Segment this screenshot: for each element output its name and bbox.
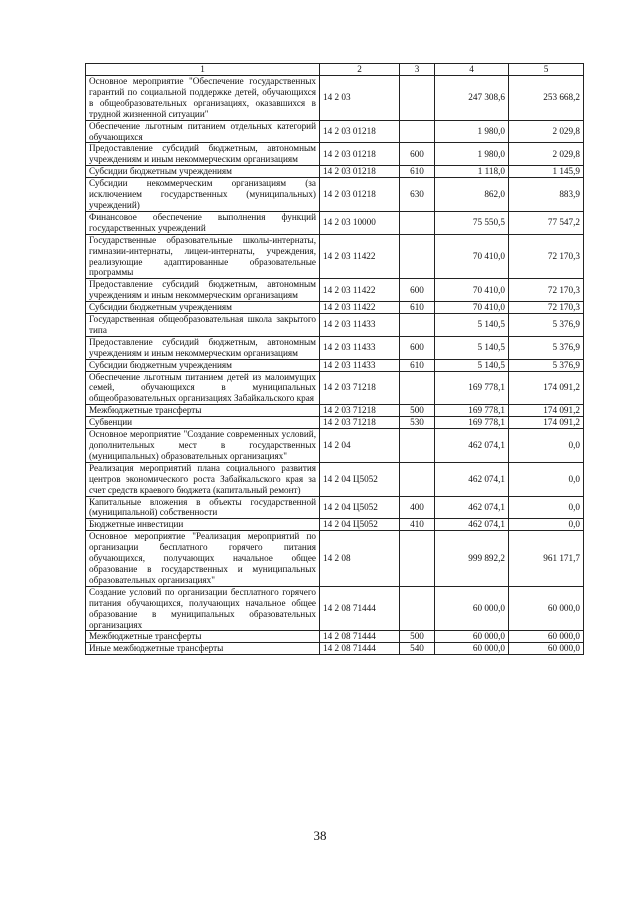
row-value-year-1: 1 980,0 [435,120,509,143]
table-row [86,336,584,359]
row-code: 14 2 03 11433 [320,314,400,337]
row-value-year-1: 60 000,0 [435,643,509,655]
row-name: Основное мероприятие "Обеспечение государственных гарантий по социальной поддержке детей, обучающихся в общеобразовательных организациях, оказавшихся в трудной жизненной ситуации" [86,76,320,121]
row-name: Иные межбюджетные трансферты [86,643,320,655]
row-value-year-2: 5 376,9 [509,314,584,337]
row-name: Бюджетные инвестиции [86,519,320,531]
row-expense-type [400,314,435,337]
table-row [86,166,584,178]
row-name: Государственные образовательные школы-интернаты, гимназии-интернаты, лицеи-интернаты, учреждения, реализующие адаптированные образовательные программы [86,234,320,279]
row-value-year-1: 5 140,5 [435,359,509,371]
row-value-year-1: 169 778,1 [435,371,509,405]
row-name: Создание условий по организации бесплатного горячего питания обучающихся, получающих начальное общее образование в муниципальных образовательных организациях [86,586,320,631]
row-value-year-2: 1 145,9 [509,166,584,178]
table-row [86,519,584,531]
row-value-year-1: 462 074,1 [435,519,509,531]
row-expense-type [400,120,435,143]
row-name: Предоставление субсидий бюджетным, автономным учреждениям и иным некоммерческим организациям [86,143,320,166]
row-code: 14 2 03 [320,76,400,121]
row-value-year-1: 462 074,1 [435,462,509,496]
row-code: 14 2 03 01218 [320,166,400,178]
row-value-year-1: 247 308,6 [435,76,509,121]
table-row [86,302,584,314]
row-value-year-2: 0,0 [509,429,584,463]
row-expense-type: 500 [400,631,435,643]
row-expense-type [400,76,435,121]
header-row [86,64,584,76]
row-name: Субсидии бюджетным учреждениям [86,166,320,178]
row-value-year-1: 70 410,0 [435,234,509,279]
table-row [86,211,584,234]
row-value-year-1: 1 118,0 [435,166,509,178]
table-row [86,429,584,463]
row-value-year-1: 169 778,1 [435,417,509,429]
row-code: 14 2 03 11422 [320,279,400,302]
row-name: Капитальные вложения в объекты государственной (муниципальной) собственности [86,496,320,519]
row-expense-type: 600 [400,336,435,359]
row-value-year-2: 72 170,3 [509,302,584,314]
header-col-5: 5 [509,64,584,76]
row-value-year-2: 60 000,0 [509,586,584,631]
table-row [86,314,584,337]
table-row [86,279,584,302]
row-code: 14 2 03 71218 [320,417,400,429]
row-value-year-1: 5 140,5 [435,314,509,337]
row-name: Субсидии бюджетным учреждениям [86,359,320,371]
row-name: Основное мероприятие "Реализация мероприятий по организации бесплатного горячего питания обучающихся, получающих начальное общее образование в государственных и муниципальных образовательных организациях" [86,531,320,587]
row-expense-type [400,531,435,587]
row-code: 14 2 03 71218 [320,405,400,417]
table-row [86,462,584,496]
table-row [86,417,584,429]
row-value-year-2: 5 376,9 [509,336,584,359]
row-code: 14 2 03 01218 [320,120,400,143]
row-code: 14 2 03 01218 [320,178,400,212]
table-row [86,178,584,212]
row-expense-type: 410 [400,519,435,531]
row-expense-type: 610 [400,166,435,178]
row-code: 14 2 04 Ц5052 [320,462,400,496]
budget-table [85,63,584,655]
row-code: 14 2 03 11433 [320,359,400,371]
row-value-year-2: 2 029,8 [509,120,584,143]
row-code: 14 2 03 10000 [320,211,400,234]
row-value-year-2: 0,0 [509,496,584,519]
row-value-year-1: 1 980,0 [435,143,509,166]
row-value-year-2: 253 668,2 [509,76,584,121]
row-expense-type: 610 [400,302,435,314]
row-expense-type [400,211,435,234]
row-value-year-2: 174 091,2 [509,371,584,405]
row-expense-type [400,586,435,631]
row-value-year-2: 72 170,3 [509,234,584,279]
row-value-year-2: 0,0 [509,462,584,496]
row-expense-type: 530 [400,417,435,429]
row-value-year-2: 174 091,2 [509,405,584,417]
table-row [86,531,584,587]
row-value-year-1: 999 892,2 [435,531,509,587]
row-expense-type: 500 [400,405,435,417]
table-row [86,143,584,166]
row-value-year-2: 77 547,2 [509,211,584,234]
row-value-year-1: 70 410,0 [435,279,509,302]
table-row [86,371,584,405]
row-expense-type: 540 [400,643,435,655]
table-body [86,76,584,655]
row-value-year-1: 462 074,1 [435,496,509,519]
row-expense-type [400,429,435,463]
table-row [86,405,584,417]
row-value-year-1: 5 140,5 [435,336,509,359]
row-name: Межбюджетные трансферты [86,631,320,643]
row-code: 14 2 08 71444 [320,586,400,631]
row-code: 14 2 08 71444 [320,643,400,655]
table-row [86,496,584,519]
row-value-year-1: 60 000,0 [435,631,509,643]
row-value-year-1: 75 550,5 [435,211,509,234]
table-row [86,631,584,643]
row-value-year-2: 961 171,7 [509,531,584,587]
row-code: 14 2 03 11422 [320,234,400,279]
row-name: Основное мероприятие "Создание современных условий, дополнительных мест в государственных (муниципальных) образовательных организациях" [86,429,320,463]
row-value-year-1: 862,0 [435,178,509,212]
row-code: 14 2 03 11433 [320,336,400,359]
row-value-year-2: 72 170,3 [509,279,584,302]
table-row [86,234,584,279]
row-name: Субсидии некоммерческим организациям (за исключением государственных (муниципальных) учреждений) [86,178,320,212]
header-col-3: 3 [400,64,435,76]
row-name: Финансовое обеспечение выполнения функций государственных учреждений [86,211,320,234]
row-value-year-2: 2 029,8 [509,143,584,166]
row-value-year-2: 60 000,0 [509,643,584,655]
row-expense-type [400,462,435,496]
row-code: 14 2 08 71444 [320,631,400,643]
row-code: 14 2 03 01218 [320,143,400,166]
row-expense-type: 630 [400,178,435,212]
row-expense-type: 600 [400,279,435,302]
row-value-year-1: 462 074,1 [435,429,509,463]
row-code: 14 2 04 [320,429,400,463]
table-row [86,643,584,655]
row-value-year-2: 5 376,9 [509,359,584,371]
row-code: 14 2 03 11422 [320,302,400,314]
row-expense-type: 600 [400,143,435,166]
row-name: Межбюджетные трансферты [86,405,320,417]
row-code: 14 2 04 Ц5052 [320,496,400,519]
row-name: Субвенции [86,417,320,429]
row-value-year-2: 883,9 [509,178,584,212]
row-expense-type [400,371,435,405]
row-name: Субсидии бюджетным учреждениям [86,302,320,314]
page-number: 38 [313,828,327,843]
row-code: 14 2 08 [320,531,400,587]
row-value-year-1: 60 000,0 [435,586,509,631]
row-code: 14 2 04 Ц5052 [320,519,400,531]
table-row [86,76,584,121]
row-name: Предоставление субсидий бюджетным, автономным учреждениям и иным некоммерческим организациям [86,336,320,359]
table-row [86,359,584,371]
row-expense-type: 400 [400,496,435,519]
header-col-1: 1 [86,64,320,76]
row-value-year-1: 169 778,1 [435,405,509,417]
row-expense-type [400,234,435,279]
row-value-year-2: 174 091,2 [509,417,584,429]
row-name: Обеспечение льготным питанием детей из малоимущих семей, обучающихся в муниципальных общеобразовательных организациях Забайкальского края [86,371,320,405]
row-name: Обеспечение льготным питанием отдельных категорий обучающихся [86,120,320,143]
row-name: Государственная общеобразовательная школа закрытого типа [86,314,320,337]
row-name: Предоставление субсидий бюджетным, автономным учреждениям и иным некоммерческим организациям [86,279,320,302]
row-value-year-2: 60 000,0 [509,631,584,643]
row-code: 14 2 03 71218 [320,371,400,405]
row-value-year-2: 0,0 [509,519,584,531]
row-expense-type: 610 [400,359,435,371]
table-row [86,120,584,143]
row-name: Реализация мероприятий плана социального развития центров экономического роста Забайкальского края за счет средств краевого бюджета (капитальный ремонт) [86,462,320,496]
row-value-year-1: 70 410,0 [435,302,509,314]
header-col-4: 4 [435,64,509,76]
header-col-2: 2 [320,64,400,76]
table-row [86,586,584,631]
